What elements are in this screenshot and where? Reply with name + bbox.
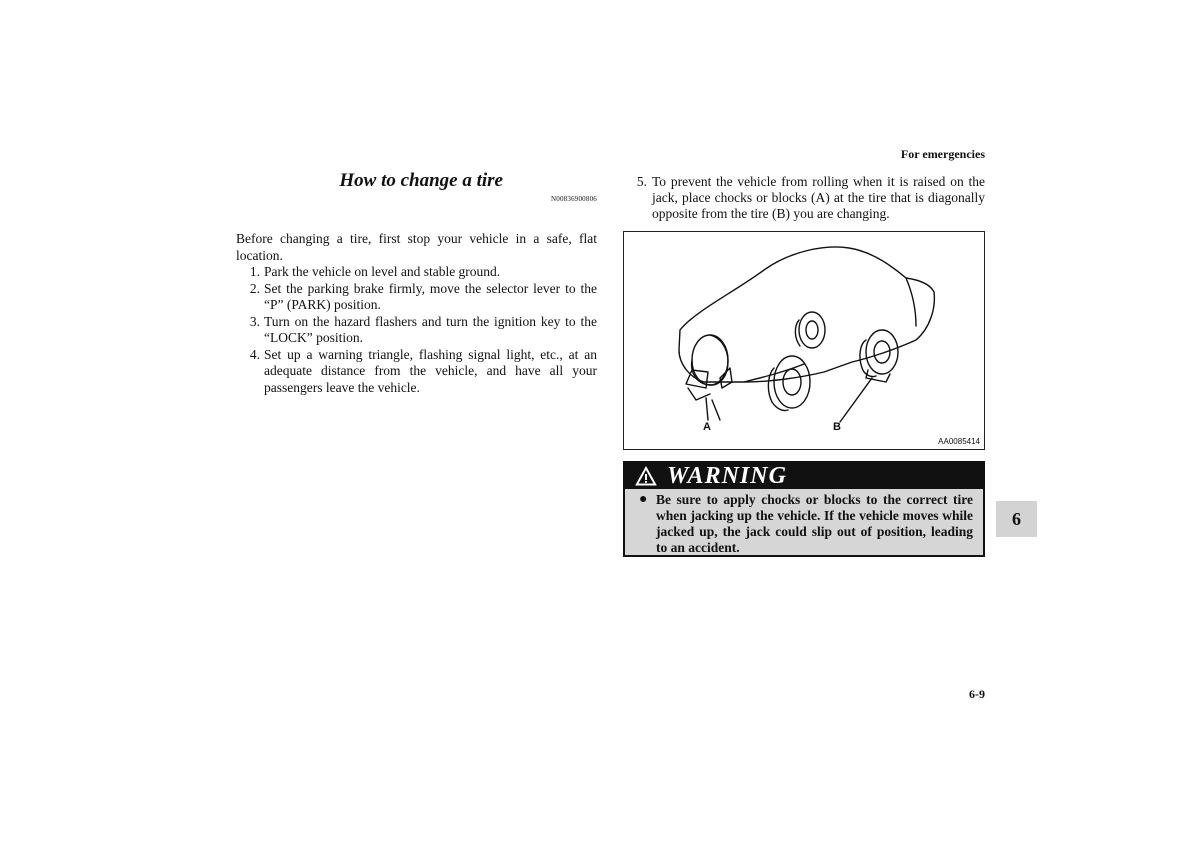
steps-list <box>236 264 597 396</box>
article-title: How to change a tire <box>339 170 503 191</box>
warning-text <box>639 492 973 556</box>
step-number: 1. <box>249 264 260 279</box>
step-number: 4. <box>249 346 260 362</box>
page-number: 6-9 <box>969 687 985 701</box>
step-number: 3. <box>249 313 260 329</box>
label-a: A <box>703 421 711 433</box>
step-number: 5. <box>636 174 647 189</box>
step-1 <box>236 264 597 281</box>
intro-paragraph: Before changing a tire, first stop your vehicle in a safe, flat location. <box>236 231 597 263</box>
figure-code: AA0085414 <box>938 437 980 446</box>
step-2 <box>236 281 597 314</box>
article-code: N00836900806 <box>551 195 597 203</box>
step-text: Set up a warning triangle, flashing signal light, etc., at an adequate distance from the vehicle, and have all your passengers leave the vehicle. <box>264 346 597 395</box>
section-header: For emergencies <box>900 147 985 161</box>
car-chock-drawing <box>624 232 984 449</box>
label-b: B <box>833 421 841 433</box>
warning-header <box>625 463 983 489</box>
warning-box <box>623 461 985 557</box>
step-text: Park the vehicle on level and stable ground. <box>264 264 501 279</box>
step-text: Set the parking brake firmly, move the selector lever to the “P” (PARK) position. <box>264 280 597 312</box>
warning-triangle-icon <box>635 466 657 486</box>
step-5 <box>622 174 985 222</box>
chapter-tab <box>996 501 1037 537</box>
chock-illustration <box>623 231 985 450</box>
step-text: To prevent the vehicle from rolling when it is raised on the jack, place chocks or blocks (A) at the tire that is diagonally opposite from the tire (B) you are changing. <box>652 174 985 221</box>
warning-title: WARNING <box>667 463 787 489</box>
step-number: 2. <box>249 280 260 296</box>
bullet: ● <box>639 492 648 507</box>
step-text: Turn on the hazard flashers and turn the ignition key to the “LOCK” position. <box>264 313 597 345</box>
chapter-number: 6 <box>1012 509 1021 529</box>
warning-message: Be sure to apply chocks or blocks to the correct tire when jacking up the vehicle. If the vehicle moves while jacked up, the jack could slip out of position, leading to an accident. <box>656 492 973 555</box>
step-4 <box>236 347 597 397</box>
step-3 <box>236 314 597 347</box>
